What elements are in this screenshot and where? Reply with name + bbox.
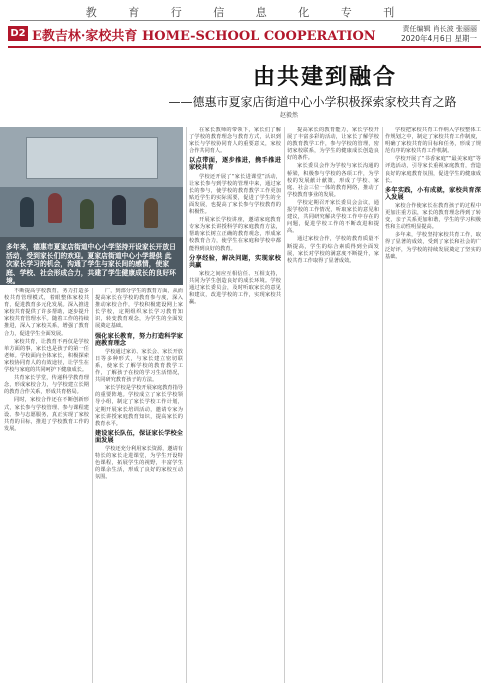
photo-person [144, 198, 158, 228]
text-column-1 [4, 288, 89, 683]
text-column-4 [287, 127, 379, 683]
paragraph: 学校开展了“书香家庭”“最美家庭”等评选活动，引导家长重视家庭教育，营造良好的家庭教育氛围，促进学生的健康成长。 [385, 156, 481, 184]
paragraph: 开展家长学校讲座，邀请家庭教育专家为家长讲授科学的家庭教育方法，帮助家长树立正确的教育观念，形成家校教育合力，使学生在家庭和学校中都能得到良好的教育。 [189, 217, 281, 252]
article-photo [0, 127, 183, 285]
text-column-3 [189, 127, 281, 683]
photo-blackboard [26, 137, 158, 179]
page-tag: D2 [8, 26, 28, 41]
paragraph: 家长学校是学校开展家庭教育指导的重要阵地。学校成立了家长学校领导小组，制定了家长学校工作计划，定期开展家长培训活动，邀请专家为家长讲授家庭教育知识，提高家长的教育水平。 [95, 385, 183, 427]
subhead: ——德惠市夏家店街道中心小学积极探索家校共育之路 [168, 95, 457, 109]
subheading: 建设家长队伍，保证家长学校全面发展 [95, 429, 183, 444]
paragraph: 学校把家校共育工作纳入学校整体工作规划之中，制定了家校共育工作制度，明确了家校共育的目标和任务，形成了规范有序的家校共育工作机制。 [385, 127, 481, 155]
photo-person [112, 195, 126, 225]
issue-date [401, 34, 477, 43]
photo-person [48, 193, 62, 223]
masthead-bar [0, 0, 489, 22]
issue-meta [401, 25, 477, 43]
headline: 由共建到融合 [252, 64, 397, 90]
paragraph: 多年来，学校坚持家校共育工作，取得了显著的成效，受到了家长和社会的广泛好评，为学校的持续发展奠定了坚实的基础。 [385, 232, 481, 260]
photo-person [80, 199, 94, 229]
paragraph: 家长委员会作为学校与家长沟通的桥梁，积极参与学校的各项工作，为学校的发展献计献策，形成了学校、家庭、社会三位一体的教育网络，推动了学校教育事业的发展。 [287, 163, 379, 198]
paragraph: 在家长教师的带领下，家长们了解了学校的教育理念与教育方式，认识到家长与学校协同育人的重要意义，家校合作共同育人。 [189, 127, 281, 155]
column-title: 教 育 行 信 息 化 专 刊 [85, 6, 409, 19]
subheading: 分享经验，解决问题，实现家校共赢 [189, 254, 281, 269]
date-text: 2020年4月6日 [400, 34, 453, 43]
photo-person [20, 197, 34, 227]
paragraph: 通过家校合作，学校的教育质量不断提高，学生的综合素质得到全面发展，家长对学校的满意度不断提升，家校共育工作取得了显著成效。 [287, 236, 379, 264]
paragraph: 家校合作使家长在教育孩子的过程中更加注重方法，家长的教育理念得到了转变，亲子关系更加和谐，学生的学习积极性和主动性明显提高。 [385, 202, 481, 231]
paragraph: 家校共育，让教育不再仅是学校单方面的事，家长也是孩子的第一任老师。学校面向全体家长，积极探索家校协同育人的有效途径，让学生在学校与家庭的共同呵护下健康成长。 [4, 338, 89, 374]
paragraph: 学校还充分利用家长资源，邀请有特长的家长走进课堂，为学生开设特色课程，拓展学生的视野，丰富学生的课余生活，形成了良好的家校互动氛围。 [95, 445, 183, 481]
paragraph: 学校定期召开家长委员会会议，通报学校的工作情况，听取家长的意见和建议，共同研究解决学校工作中存在的问题，促进学校工作的不断改进和提高。 [287, 199, 379, 235]
subheading: 强化家长教育，努力打造科学家庭教育理念 [95, 332, 183, 347]
paragraph: 学校还开展了“家长进课堂”活动，让家长参与到学校的管理中来，通过家长的参与，使学校的教育教学工作更加贴近学生的实际需要，促进了学生的全面发展，也提高了家长参与学校教育的积极性。 [189, 173, 281, 216]
paragraph: 同时，家校合作还在不断创新形式，家长参与学校管理、参与课程建设、参与志愿服务，真正实现了家校共育的目标，推进了学校教育工作的发展。 [4, 397, 89, 432]
section-rule [8, 46, 481, 48]
byline: 赵毅然 [280, 112, 299, 119]
subheading: 多年实践，小有成就，家校共育深入发展 [385, 186, 481, 201]
photo-caption: 多年来，德惠市夏家店街道中心小学坚持开设家长开放日活动，受到家长们的欢迎。夏家店街道中心小学提供 此次家长学习的机会，沟通了学生与家长间的感情，使家庭、学校、社会形成合力，共建了学生健康成长的良好环境。 [6, 243, 176, 285]
paragraph: 不断提高学校教育，务力打造多校共育管理模式，着眼整体家校共育，促进教育多元化发展。深入推进家校共育提供了许多帮助，逐步提升家校共育管理水平。随着工作的持续推进，深入了家校关系，增强了教育合力，促进学生全面发展。 [4, 288, 89, 337]
column-divider [186, 127, 187, 683]
column-divider [92, 288, 93, 683]
subheading: 以点带面，逐步推进，携手推进家校共育 [189, 157, 281, 172]
column-divider [382, 127, 383, 683]
editor-credit: 责任编辑 肖长波 张丽丽 [402, 25, 477, 33]
paragraph: 共育家长学堂，传递科学教育理念，形成家校合力，与学校建立长期的教育合作关系，形成共育格局。 [4, 375, 89, 396]
paragraph: 家校之间应互相信任、互相支持，共同为学生创造良好的成长环境。学校通过家长委员会，及时听取家长的意见和建议，改进学校的工作，实现家校共赢。 [189, 270, 281, 306]
paragraph: 提高家长的教育能力，家长学校开展了丰富多彩的活动，让家长了解学校的教育教学工作，参与学校的管理，密切家校联系，为学生的健康成长创造良好的条件。 [287, 127, 379, 162]
paragraph: 广，到部分学生的教育方面，从而提高家长在学校的教育参与度，深入推动家校合作，学校积极建设网上家长学校，定期组织家长学习教育知识，转变教育观念，为学生的全面发展奠定基础。 [95, 288, 183, 330]
top-rule [10, 20, 480, 21]
text-column-2 [95, 288, 183, 683]
column-divider [284, 127, 285, 683]
paragraph: 学校通过家访、家长会、家长开放日等多种形式，与家长建立密切联系，使家长了解学校的教育教学工作，了解孩子在校的学习生活情况，共同研究教育孩子的方法。 [95, 348, 183, 384]
section-title: E教吉林·家校共育 HOME-SCHOOL COOPERATION [32, 29, 376, 44]
text-column-5 [385, 127, 481, 683]
weekday-text: 星期一 [454, 34, 477, 43]
